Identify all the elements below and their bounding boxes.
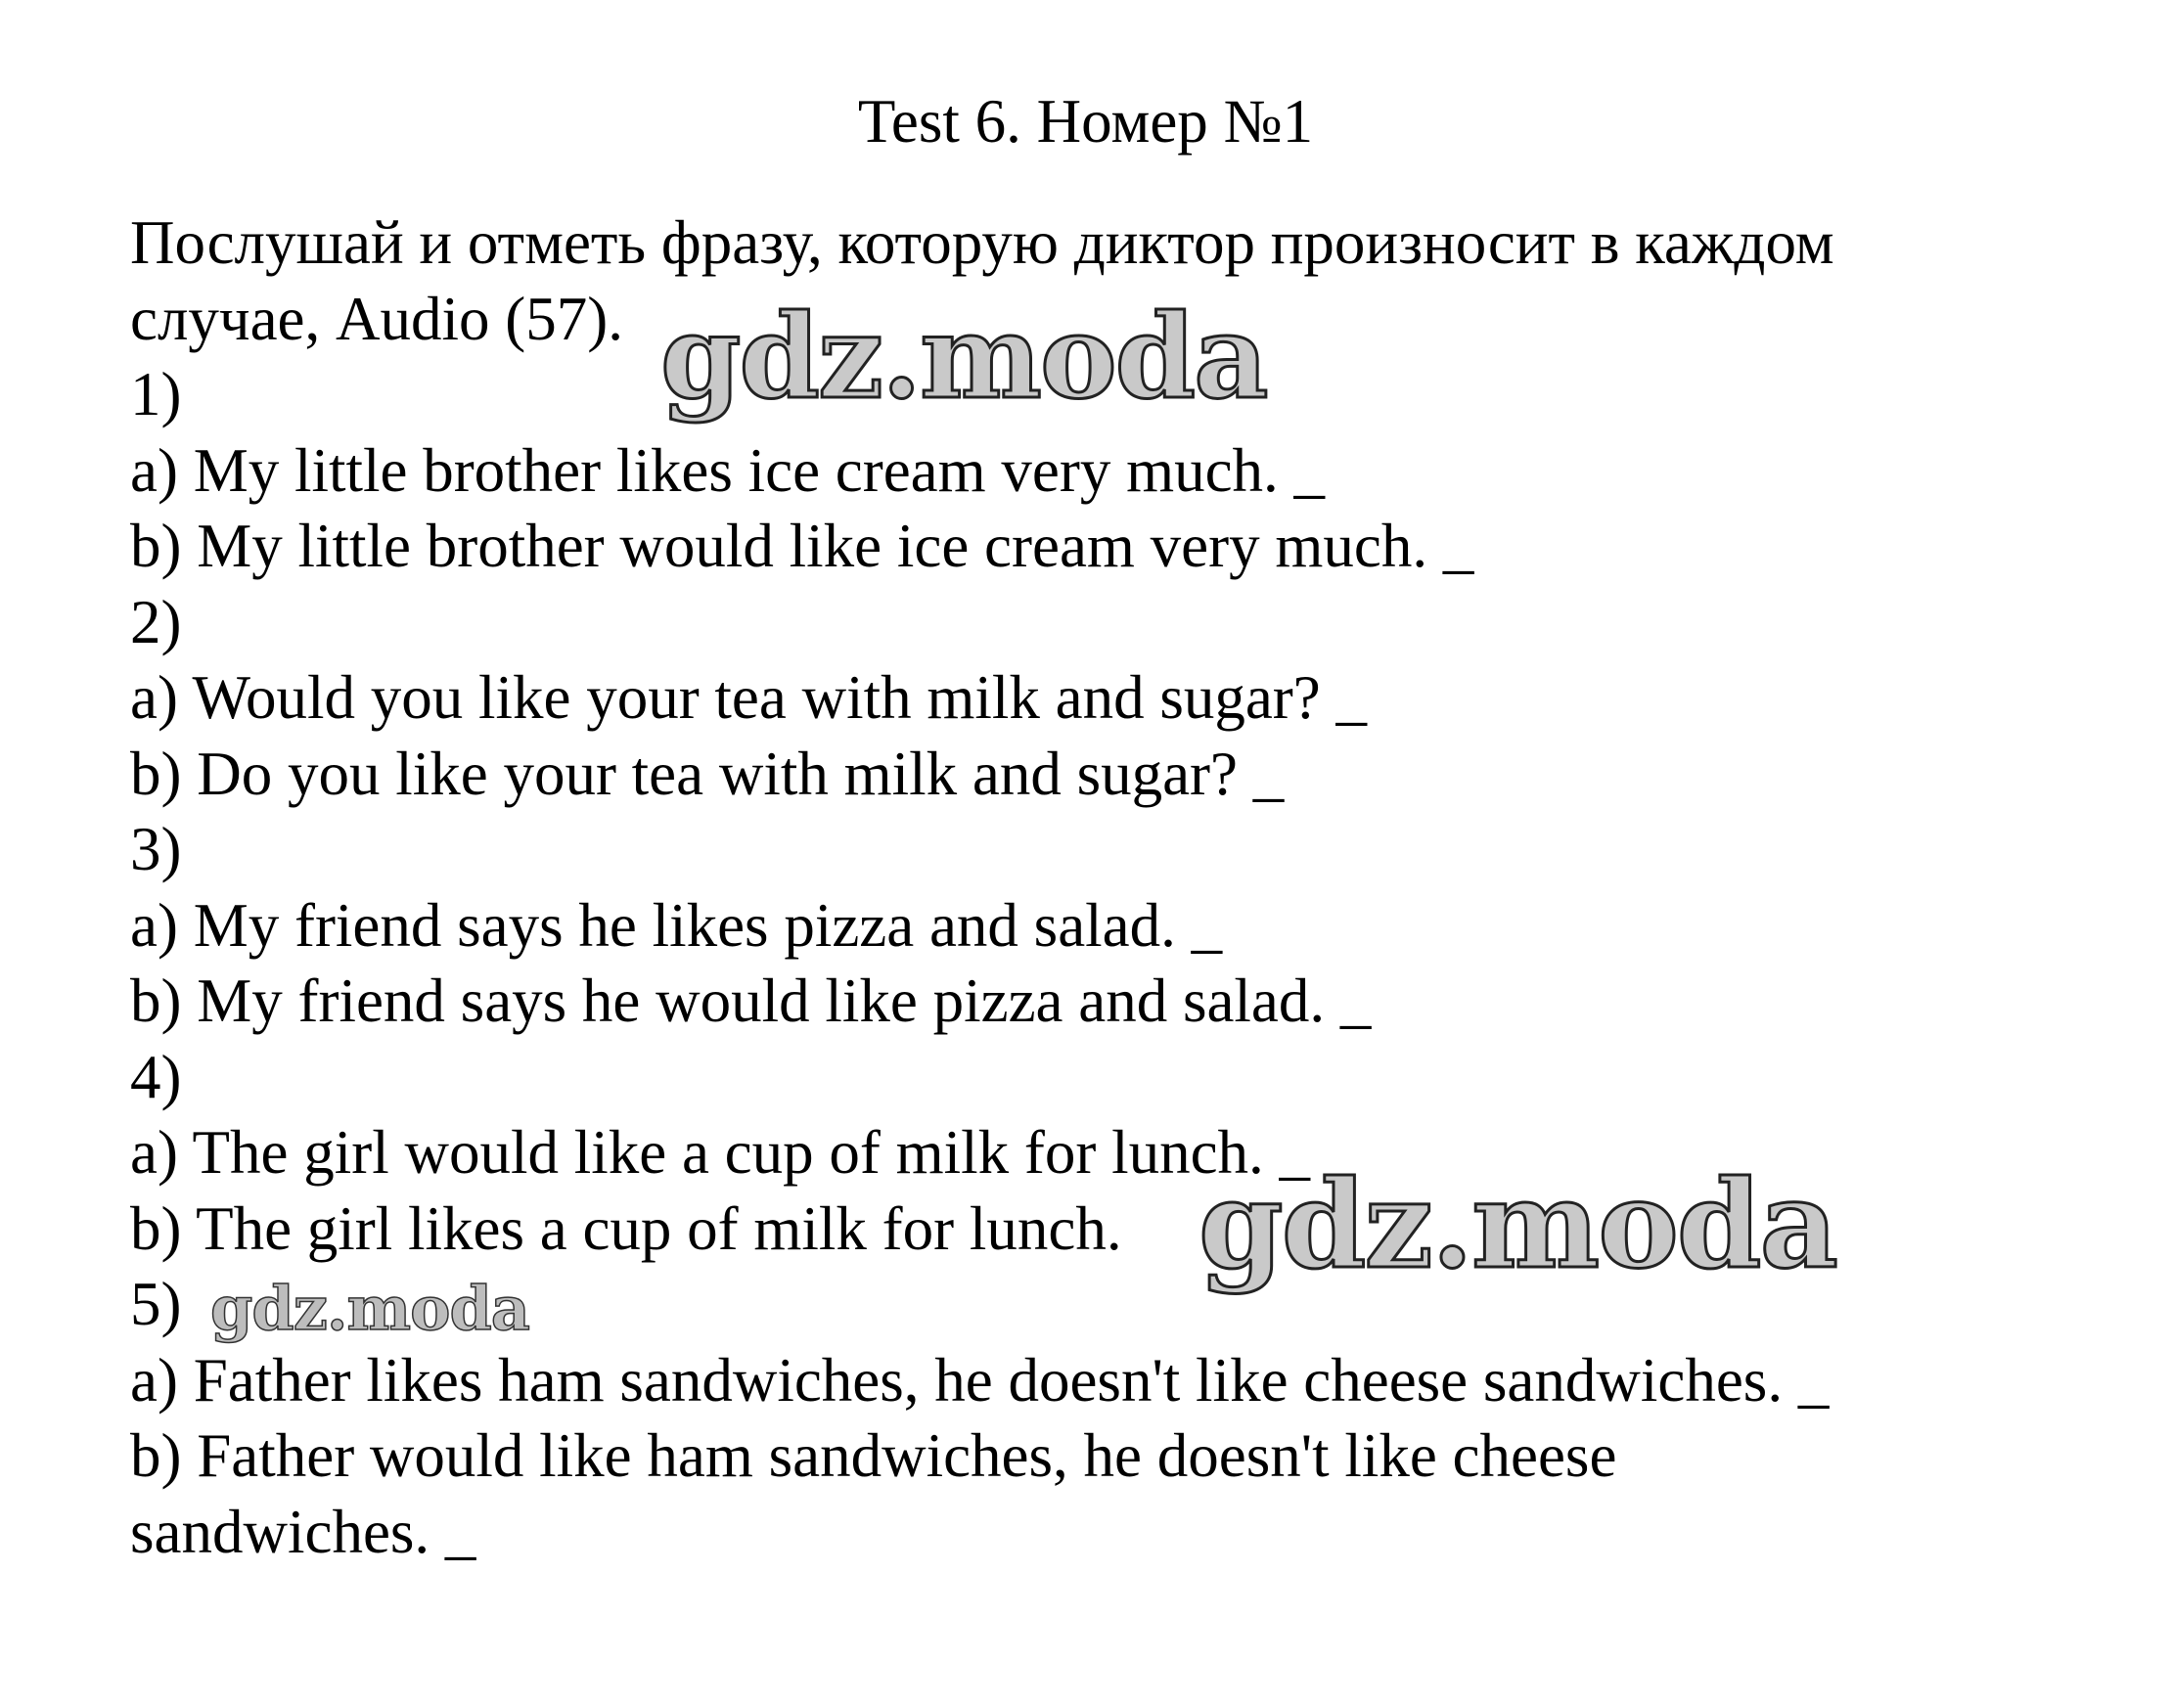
item-5-number: 5) <box>130 1270 182 1338</box>
watermark-logo-small: gdz.moda <box>210 1273 529 1344</box>
exercise-body <box>130 205 2048 1570</box>
item-4-option-b: b) The girl likes a cup of milk for lunch. <box>130 1193 1122 1263</box>
item-2-option-a: a) Would you like your tea with milk and sugar? _ <box>130 663 1367 732</box>
item-3-option-a: a) My friend says he likes pizza and salad. _ <box>130 890 1223 960</box>
item-5-option-b-line-1: b) Father would like ham sandwiches, he doesn't like cheese <box>130 1421 1617 1490</box>
instruction-text-line-2: случае, Audio (57). <box>130 284 623 353</box>
watermark-logo: gdz.moda <box>1199 1154 1836 1296</box>
instruction-text-line-1: Послушай и отметь фразу, которую диктор произносит в каждом <box>130 208 1834 277</box>
item-5-option-a: a) Father likes ham sandwiches, he doesn't like cheese sandwiches. _ <box>130 1345 1830 1415</box>
item-2-number: 2) <box>130 587 182 656</box>
watermark-logo: gdz.moda <box>660 289 1267 425</box>
item-3-option-b: b) My friend says he would like pizza and salad. _ <box>130 966 1372 1035</box>
item-5-option-b-line-2: sandwiches. _ <box>130 1497 476 1566</box>
item-3-number: 3) <box>130 815 182 883</box>
item-4-option-a: a) The girl would like a cup of milk for lunch. _ <box>130 1118 1311 1187</box>
item-1-option-b: b) My little brother would like ice cream very much. _ <box>130 512 1474 580</box>
page-title: Test 6. Номер №1 <box>857 87 1314 156</box>
item-1-option-a: a) My little brother likes ice cream very much. _ <box>130 435 1326 505</box>
item-2-option-b: b) Do you like your tea with milk and sugar? _ <box>130 739 1285 808</box>
item-1-number: 1) <box>130 360 182 428</box>
item-4-number: 4) <box>130 1042 182 1111</box>
